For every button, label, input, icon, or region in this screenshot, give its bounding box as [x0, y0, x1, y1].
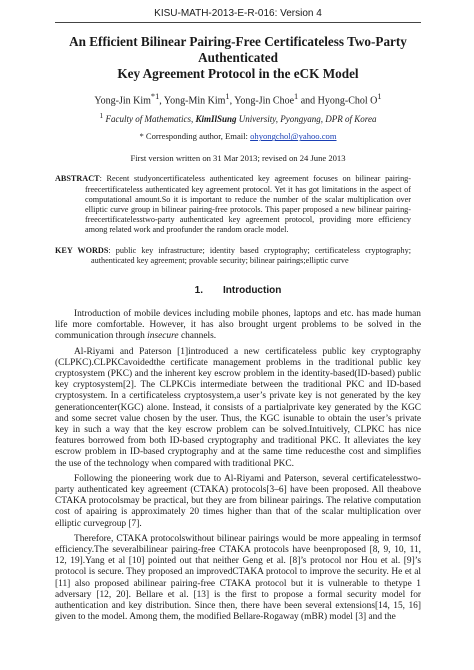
running-header: KISU-MATH-2013-E-R-016: Version 4: [154, 8, 322, 19]
author-separator: ,: [159, 95, 164, 107]
paragraph: Therefore, CTAKA protocolswithout bilinear pairings would be more appealing in termsof efficiency.The severalbilinear pairing-free CTAKA protocols have beenproposed [8, 9, 10, 11, 12, 19].Yang et al [10] pointed out that neither Geng et al. [8]’s protocol nor Hou et al. [9]’s protocol is secure. They proposed an improvedCTAKA protocol to improve the security. He et al [11] also proposed abilinear pairing-free CTAKA protocol but it is vulnerable to thetype 1 adversary [12, 20]. Bellare et al. [13] is the first to propose a formal security model for authentication and key distribution. Since then, there have been several extensions[14, 15, 16] given to the model. Among them, the modified Bellare-Rogaway (mBR) model [3] and the: [55, 533, 421, 623]
emphasis-text: insecure: [147, 331, 179, 342]
section-heading: [55, 285, 421, 296]
abstract-label: ABSTRACT: [55, 174, 100, 184]
affiliation: [55, 111, 421, 124]
author-name: Hyong-Chol O: [317, 95, 378, 107]
paragraph-text: channels.: [178, 331, 217, 342]
paper-title: [55, 34, 421, 82]
section-title: Introduction: [223, 284, 282, 296]
section-number: 1.: [194, 284, 203, 296]
author-mark: 1: [294, 92, 299, 101]
author-separator: and: [298, 95, 318, 107]
header-rule: [55, 22, 421, 23]
paragraph-text: Introduction of mobile devices including mobile phones, laptops and etc. has made human life more comfortable. However, it has also brought urgent problems to be solved in the communication through: [55, 308, 421, 342]
title-line-2: Key Agreement Protocol in the eCK Model: [117, 66, 359, 81]
keywords-text: : public key infrastructure; identity based cryptography; certificateless cryptography; authenticated key agreement; provable security; bilinear pairings;elliptic curve: [91, 245, 411, 265]
corresponding-author: [55, 131, 421, 141]
author-mark: 1: [377, 92, 382, 101]
author-separator: ,: [229, 95, 235, 107]
version-dates: First version written on 31 Mar 2013; revised on 24 June 2013: [130, 153, 346, 164]
author-mark: 1: [225, 92, 230, 101]
abstract: [55, 174, 421, 235]
affiliation-mark: 1: [99, 111, 104, 121]
keywords-label: KEY WORDS: [55, 245, 109, 255]
keywords: [55, 246, 421, 266]
title-line-1: An Efficient Bilinear Pairing-Free Certificateless Two-Party Authenticated: [69, 34, 407, 65]
corresponding-label: * Corresponding author, Email:: [139, 131, 251, 142]
email-link[interactable]: ohyongchol@yahoo.com: [250, 131, 337, 142]
paragraph: Al-Riyami and Paterson [1]introduced a new certificateless public key cryptography (CLPKC).CLPKCavoidedthe certificate management problems in the traditional public key cryptosystem (PKC) and the inherent key escrow problem in the identity-based(ID-based) public key cryptosystem[2]. The CLPKCis intermediate between the traditional PKC and ID-based cryptosystem. In a certificateless cryptosystem,a user’s private key is not generated by the key generationcenter(KGC) alone. Instead, it consists of a partialprivate key generated by the KGC and some secret value chosen by the user. Thus, the KGC isunable to obtain the user’s private key in such a way that the key escrow problem can be solved.Intuitively, CLPKC has nice features borrowed from both ID-based cryptography and traditional PKC. It alleviates the key escrow problem in ID-based cryptography and at the same time reducesthe cost and simplifies the use of the technology when compared with traditional PKC.: [55, 346, 421, 469]
abstract-text: : Recent studyoncertificateless authenticated key agreement focuses on bilinear pairing-freecertificateless authenticated key agreement protocol. Yet it has got limitations in the aspect of computational amount.So it is important to reduce the number of the scalar multiplication over elliptic curve group in bilinear pairing-free protocols. This paper proposed a new bilinear pairing-freecertificatelesstwo-party authenticated key agreement protocol, providing more efficiency among related work and proofunder the random oracle model.: [85, 174, 411, 235]
author-name: Yong-Jin Choe: [234, 95, 295, 107]
affiliation-faculty: Faculty of Mathematics,: [105, 114, 196, 125]
author-mark: *1: [150, 92, 160, 101]
paragraph: Following the pioneering work due to Al-Riyami and Paterson, several certificatelesstwo-party authenticated key agreement (CTAKA) protocols[3–6] have been proposed. All theabove CTAKA protocolsmay be practical, but they are from bilinear pairings. The relative computation cost of apairing is approximately 20 times higher than that of the scalar multiplication over elliptic curvegroup [7].: [55, 473, 421, 529]
author-name: Yong-Jin Kim: [94, 95, 151, 107]
author-name: Yong-Min Kim: [163, 95, 226, 107]
affiliation-university: KimIlSung: [195, 114, 237, 125]
affiliation-location: University, Pyongyang, DPR of Korea: [236, 114, 377, 125]
section-body: [55, 309, 421, 623]
author-list: [55, 92, 421, 106]
paragraph: [55, 309, 421, 343]
